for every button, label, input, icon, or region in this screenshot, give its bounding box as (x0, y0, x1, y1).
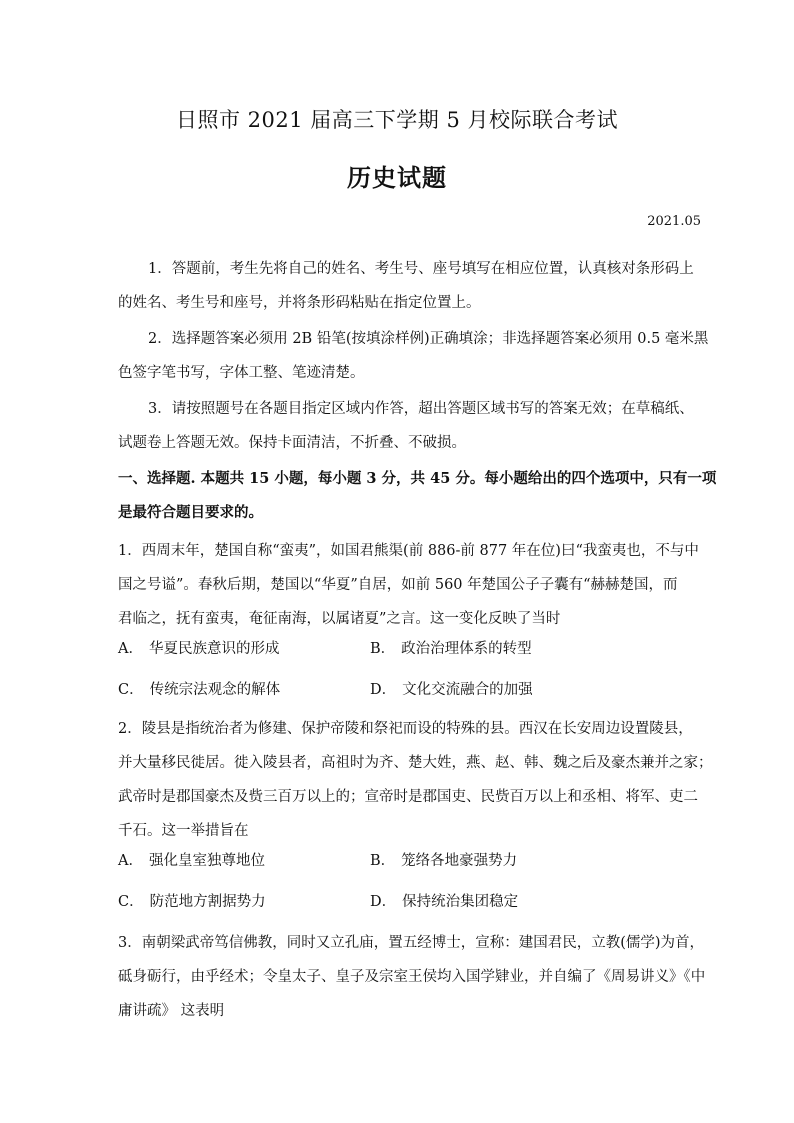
question-line: 国之号谥”。春秋后期，楚国以“华夏”自居，如前 560 年楚国公子子囊有“赫赫楚国，而 (118, 577, 678, 593)
notice-line: 的姓名、考生号和座号，并将条形码粘贴在指定位置上。 (118, 295, 481, 311)
question-3 (118, 926, 706, 1028)
notice-1 (118, 252, 694, 320)
option-letter: B． (370, 641, 396, 657)
question-line: 千石。这一举措旨在 (118, 823, 249, 839)
question-1-options-row-1 (118, 634, 678, 664)
option-text: 华夏民族意识的形成 (148, 641, 280, 657)
option-d[interactable] (370, 887, 518, 917)
exam-subject-title: 历史试题 (347, 163, 447, 192)
option-c[interactable] (118, 887, 266, 917)
notice-3 (118, 392, 694, 460)
question-2 (118, 712, 713, 848)
question-line: 3．南朝梁武帝笃信佛教，同时又立孔庙，置五经博士，宣称：建国君民，立教(儒学)为首， (118, 935, 705, 951)
question-line: 2．陵县是指统治者为修建、保护帝陵和祭祀而设的特殊的县。西汉在长安周边设置陵县， (118, 721, 693, 737)
section-heading (118, 462, 717, 530)
question-line: 砥身砺行，由乎经术；令皇太子、皇子及宗室王侯均入国学肄业，并自编了《周易讲义》《中 (118, 969, 706, 985)
option-text: 政治治理体系的转型 (401, 641, 532, 657)
option-a[interactable] (118, 634, 279, 664)
notice-line: 1．答题前，考生先将自己的姓名、考生号、座号填写在相应位置，认真核对条形码上 (148, 261, 694, 277)
option-letter: A． (118, 641, 143, 657)
option-letter: C． (118, 682, 144, 698)
section-line: 是最符合题目要求的。 (118, 504, 263, 521)
exam-date: 2021.05 (647, 214, 701, 229)
option-text: 强化皇室独尊地位 (148, 853, 265, 869)
option-text: 保持统治集团稳定 (402, 894, 519, 910)
notice-line: 2．选择题答案必须用 2B 铅笔(按填涂样例)正确填涂；非选择题答案必须用 0.5 毫米黑 (148, 331, 709, 347)
question-1-options-row-2 (118, 675, 678, 705)
section-line: 一、选择题. 本题共 15 小题，每小题 3 分，共 45 分。每小题给出的四个选项中，只有一项 (118, 470, 717, 487)
question-2-options-row-2 (118, 887, 678, 917)
question-line: 武帝时是郡国豪杰及赀三百万以上的；宣帝时是郡国吏、民赀百万以上和丞相、将军、吏二 (118, 789, 698, 805)
option-d[interactable] (370, 675, 533, 705)
question-line: 并大量移民徙居。徙入陵县者，高祖时为齐、楚大姓，燕、赵、韩、魏之后及豪杰兼并之家； (118, 755, 713, 771)
notice-line: 3．请按照题号在各题目指定区域内作答，超出答题区域书写的答案无效；在草稿纸、 (148, 401, 694, 417)
notice-2 (118, 322, 709, 390)
question-line: 君临之，抚有蛮夷，奄征南海，以属诸夏”之言。这一变化反映了当时 (118, 611, 561, 627)
option-text: 文化交流融合的加强 (402, 682, 533, 698)
question-1 (118, 534, 699, 636)
option-b[interactable] (370, 846, 517, 876)
option-text: 传统宗法观念的解体 (149, 682, 281, 698)
question-line: 1．西周末年，楚国自称“蛮夷”，如国君熊渠(前 886-前 877 年在位)曰“我蛮夷也，不与中 (118, 543, 699, 559)
option-c[interactable] (118, 675, 280, 705)
exam-title: 日照市 2021 届高三下学期 5 月校际联合考试 (175, 108, 618, 132)
option-text: 笼络各地豪强势力 (401, 853, 518, 869)
question-line: 庸讲疏》 这表明 (118, 1003, 225, 1019)
question-2-options-row-1 (118, 846, 678, 876)
notice-line: 色签字笔书写，字体工整、笔迹清楚。 (118, 365, 365, 381)
option-text: 防范地方割据势力 (149, 894, 266, 910)
option-letter: A． (118, 853, 143, 869)
option-letter: C． (118, 894, 144, 910)
option-letter: B． (370, 853, 396, 869)
notice-line: 试题卷上答题无效。保持卡面清洁，不折叠、不破损。 (118, 435, 466, 451)
option-a[interactable] (118, 846, 265, 876)
option-b[interactable] (370, 634, 532, 664)
option-letter: D． (370, 894, 397, 910)
option-letter: D． (370, 682, 397, 698)
